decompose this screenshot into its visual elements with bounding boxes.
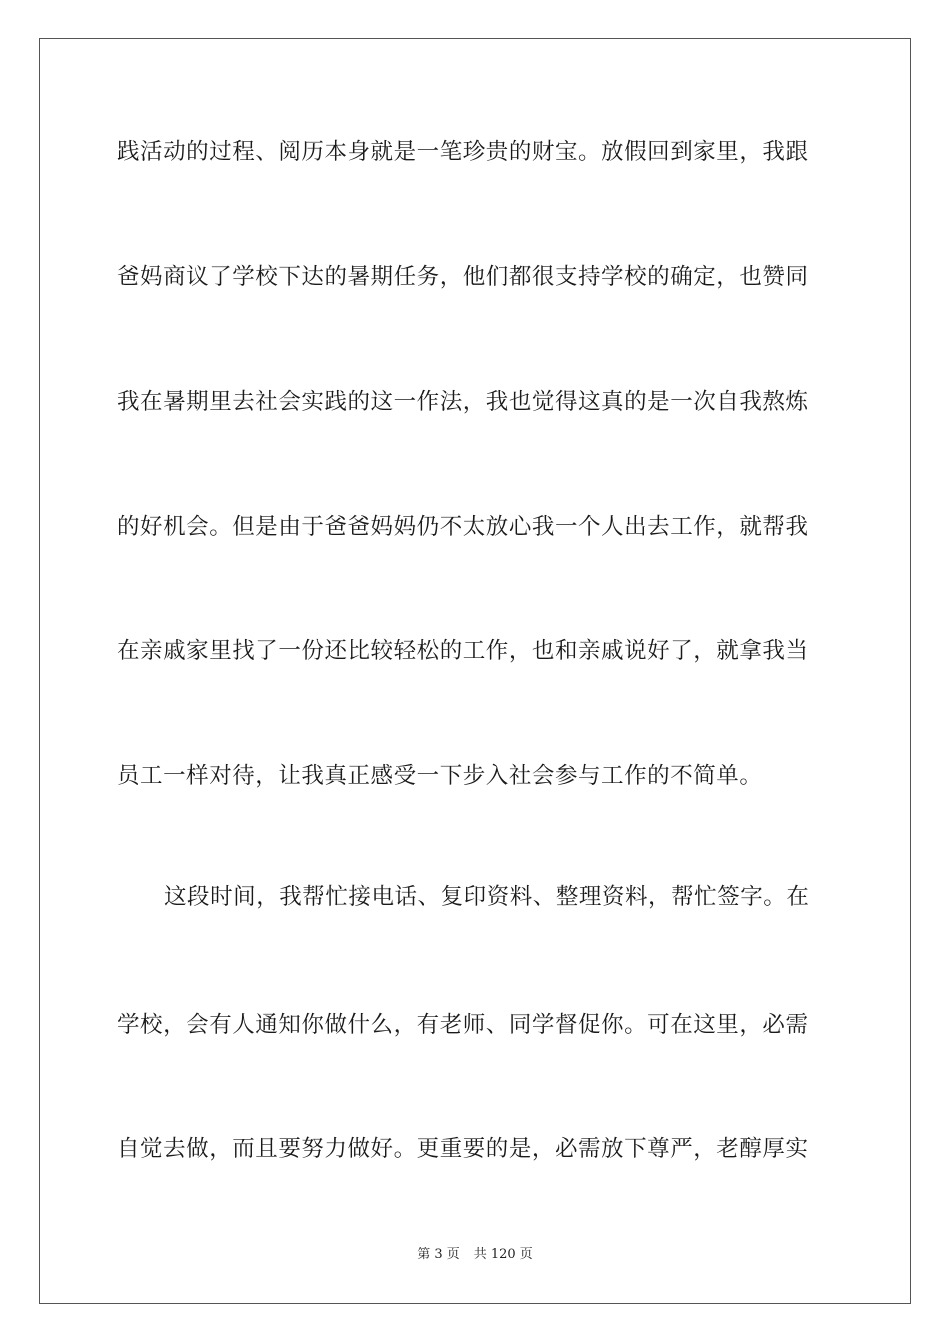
body-text-line: 我在暑期里去社会实践的这一作法，我也觉得这真的是一次自我熬炼 xyxy=(117,389,809,415)
body-text-line: 学校，会有人通知你做什么，有老师、同学督促你。可在这里，必需 xyxy=(117,1012,809,1038)
page-number: 第 3 页 xyxy=(417,1247,460,1262)
body-text-line: 践活动的过程、阅历本身就是一笔珍贵的财宝。放假回到家里，我跟 xyxy=(117,139,809,165)
body-text-line: 自觉去做，而且要努力做好。更重要的是，必需放下尊严，老醇厚实 xyxy=(117,1136,809,1162)
body-text-line: 爸妈商议了学校下达的暑期任务，他们都很支持学校的确定，也赞同 xyxy=(117,264,809,290)
body-text-line: 在亲戚家里找了一份还比较轻松的工作，也和亲戚说好了，就拿我当 xyxy=(117,638,809,664)
page-footer xyxy=(0,1246,950,1264)
body-text-line: 员工一样对待，让我真正感受一下步入社会参与工作的不简单。 xyxy=(117,763,763,789)
paragraph-first-line: 这段时间，我帮忙接电话、复印资料、整理资料，帮忙签字。在 xyxy=(164,884,810,910)
page-border xyxy=(39,38,911,1304)
total-pages: 共 120 页 xyxy=(473,1247,533,1262)
body-text-line: 的好机会。但是由于爸爸妈妈仍不太放心我一个人出去工作，就帮我 xyxy=(117,514,809,540)
